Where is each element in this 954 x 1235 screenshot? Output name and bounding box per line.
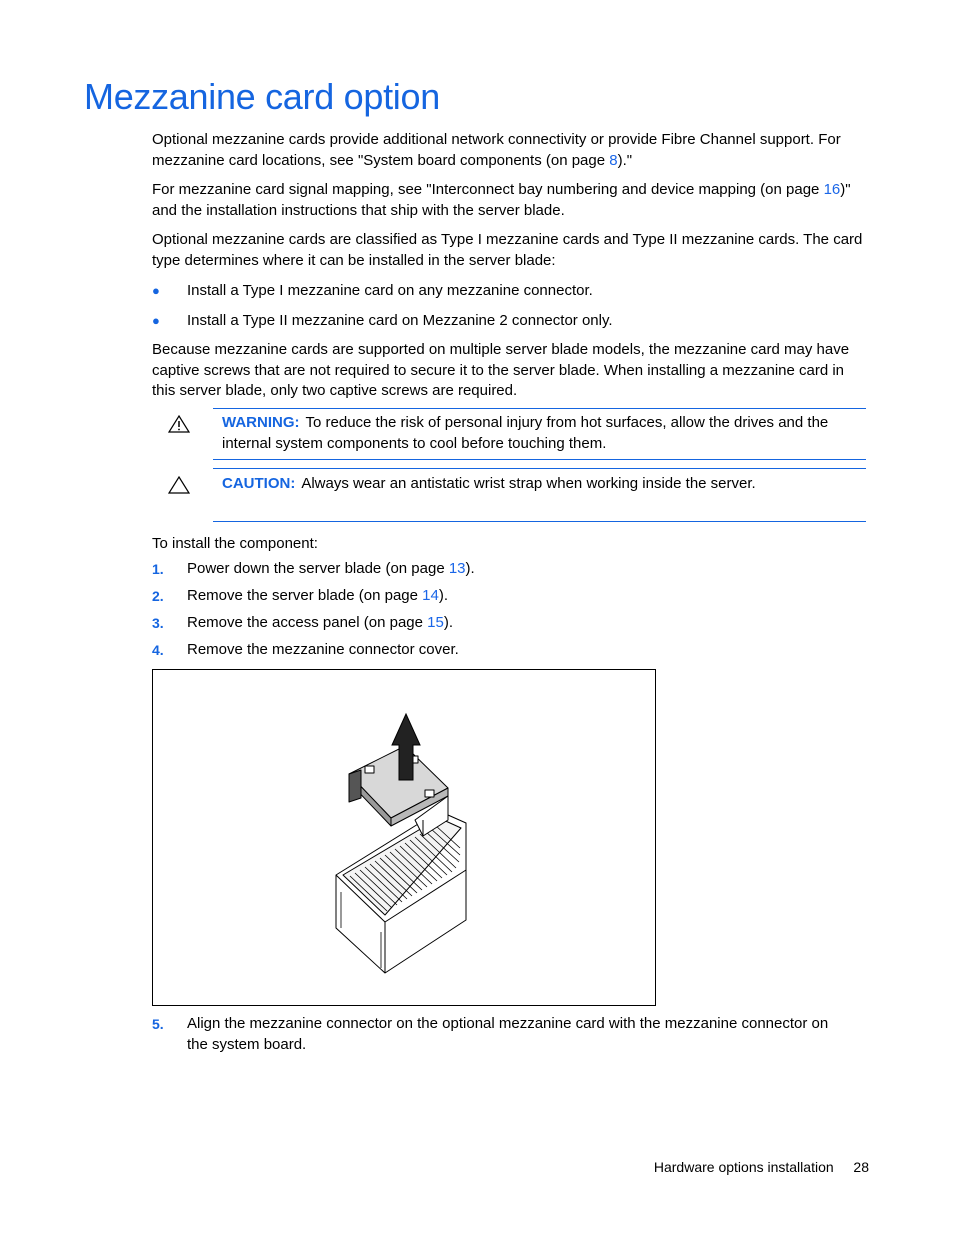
page-link-15[interactable]: 15: [427, 614, 444, 631]
caution-icon: [168, 476, 190, 494]
warning-label: WARNING:: [222, 414, 300, 431]
page-footer: [654, 1159, 869, 1175]
intro-paragraph-4: Because mezzanine cards are supported on multiple server blade models, the mezzanine card may have captive screws that are not required to secure it to the server blade. When installing a mezzanine card in this server blade, only two captive screws are required.: [152, 341, 850, 399]
page-link-14[interactable]: 14: [422, 587, 439, 604]
bullet-dot-icon: ●: [152, 283, 160, 298]
intro-paragraph-3: Optional mezzanine cards are classified as Type I mezzanine cards and Type II mezzanine cards. The card type determines where it can be installed in the server blade:: [152, 231, 863, 269]
bullet-dot-icon: ●: [152, 313, 160, 328]
intro-paragraph-2: For mezzanine card signal mapping, see "Interconnect bay numbering and device mapping (on page 16)" and the installation instructions that ship with the server blade.: [152, 181, 851, 219]
footer-section: Hardware options installation: [653, 1159, 834, 1175]
intro-paragraph-1: Optional mezzanine cards provide additional network connectivity or provide Fibre Channel support. For mezzanine card locations, see "System board components (on page 8).": [152, 131, 841, 169]
warning-icon: [168, 415, 190, 433]
page-link-8[interactable]: 8: [609, 151, 618, 169]
page-link-13[interactable]: 13: [448, 560, 466, 577]
procedure-intro: To install the component:: [152, 535, 318, 552]
caution-notice: [213, 468, 866, 522]
connector-cover-illustration: [152, 669, 656, 1006]
page-link-16[interactable]: 16: [823, 181, 841, 198]
warning-text: To reduce the risk of personal injury from hot surfaces, allow the drives and the internal system components to cool before touching them.: [222, 414, 829, 452]
caution-text: Always wear an antistatic wrist strap when working inside the server.: [301, 475, 756, 492]
mezzanine-cover-removal-drawing: [153, 670, 655, 1005]
page-number: 28: [853, 1159, 869, 1175]
warning-notice: [213, 408, 866, 460]
page-title: Mezzanine card option: [84, 76, 440, 117]
caution-label: CAUTION:: [222, 475, 296, 492]
